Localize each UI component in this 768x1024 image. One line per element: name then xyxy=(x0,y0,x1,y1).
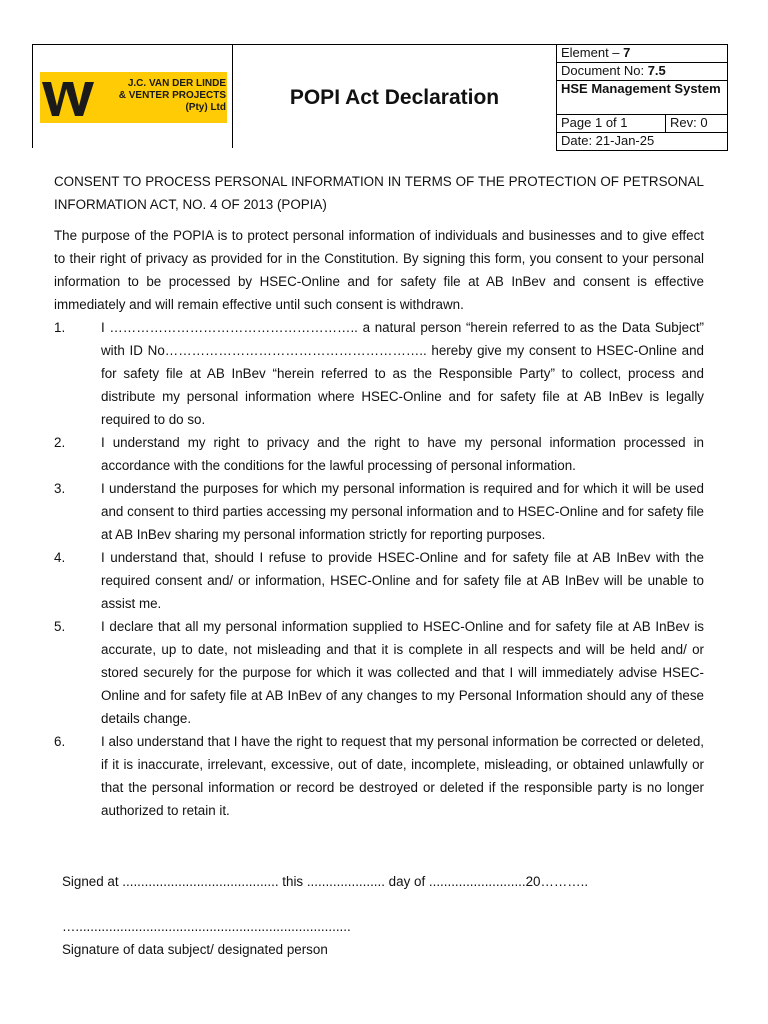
signature-label: Signature of data subject/ designated person xyxy=(62,942,328,957)
signed-at-line[interactable]: Signed at .......................................... this ..................... day of ..........................20……….. xyxy=(62,874,589,889)
list-item: 4. I understand that, should I refuse to provide HSEC-Online and for safety file at AB InBev with the required consent and/ or information, HSEC-Online and for safety file at AB InBev will be unable to assist me. xyxy=(54,550,704,611)
page-title: POPI Act Declaration xyxy=(289,85,500,109)
system-cell: HSE Management System xyxy=(557,81,728,115)
list-item: 6. I also understand that I have the right to request that my personal information be corrected or deleted, if it is inaccurate, irrelevant, excessive, out of date, incomplete, misleading, or obtained unlawfully or that the personal information or record be destroyed or deleted if the responsible party is no longer authorized to retain it. xyxy=(54,734,704,818)
list-item: 5. I declare that all my personal information supplied to HSEC-Online and for safety file at AB InBev is accurate, up to date, not misleading and that it is complete in all respects and will be held and/ or stored securely for the purpose for which it was collected and that I will immediately advise HSEC-Online and for safety file at AB InBev of any changes to my Personal Information should any of these details change. xyxy=(54,619,704,726)
intro-paragraph: The purpose of the POPIA is to protect personal information of individuals and businesses and to give effect to their right of privacy as provided for in the Constitution. By signing this form, you consent to your personal information to be processed by HSEC-Online and for safety file at AB InBev and consent is effective immediately and will remain effective until such consent is withdrawn. xyxy=(54,228,704,312)
list-item: 2. I understand my right to privacy and the right to have my personal information processed in accordance with the conditions for the lawful processing of personal information. xyxy=(54,435,704,473)
document-number: 7.5 xyxy=(647,63,666,78)
vv-logo-icon xyxy=(42,78,96,118)
document-no-cell: Document No: 7.5 xyxy=(557,63,728,81)
element-number: 7 xyxy=(623,45,631,60)
list-item: 1. I ……………………………………………….. a natural person “herein referred to as the Data Subject” with ID No………………………………………………….. hereby give my consent to HSEC-Online and for safety file at AB InBev “herein referred to as the Responsible Party” to collect, process and distribute my personal information where HSEC-Online and for safety file at AB InBev is legally required to do so. xyxy=(54,320,704,427)
signature-field[interactable]: ….......................................................................... xyxy=(62,919,351,934)
consent-list xyxy=(54,316,704,822)
document-header xyxy=(32,44,728,148)
consent-heading: CONSENT TO PROCESS PERSONAL INFORMATION IN TERMS OF THE PROTECTION OF PETRSONAL INFORMATION ACT, NO. 4 OF 2013 (POPIA) xyxy=(54,174,704,212)
logo-text: J.C. VAN DER LINDE & VENTER PROJECTS (Pty) Ltd xyxy=(118,78,226,113)
element-cell: Element – 7 xyxy=(557,45,728,63)
page-cell: Page 1 of 1 xyxy=(557,115,666,133)
title-cell xyxy=(232,44,556,148)
list-item: 3. I understand the purposes for which my personal information is required and for which it will be used and consent to third parties accessing my personal information and to HSEC-Online and for safety file at AB InBev sharing my personal information strictly for reporting purposes. xyxy=(54,481,704,542)
date-cell: Date: 21-Jan-25 xyxy=(557,133,728,151)
logo-cell xyxy=(32,44,232,148)
document-body xyxy=(54,170,704,822)
company-logo xyxy=(40,72,227,123)
document-meta-table xyxy=(556,44,728,151)
rev-cell: Rev: 0 xyxy=(666,115,728,133)
